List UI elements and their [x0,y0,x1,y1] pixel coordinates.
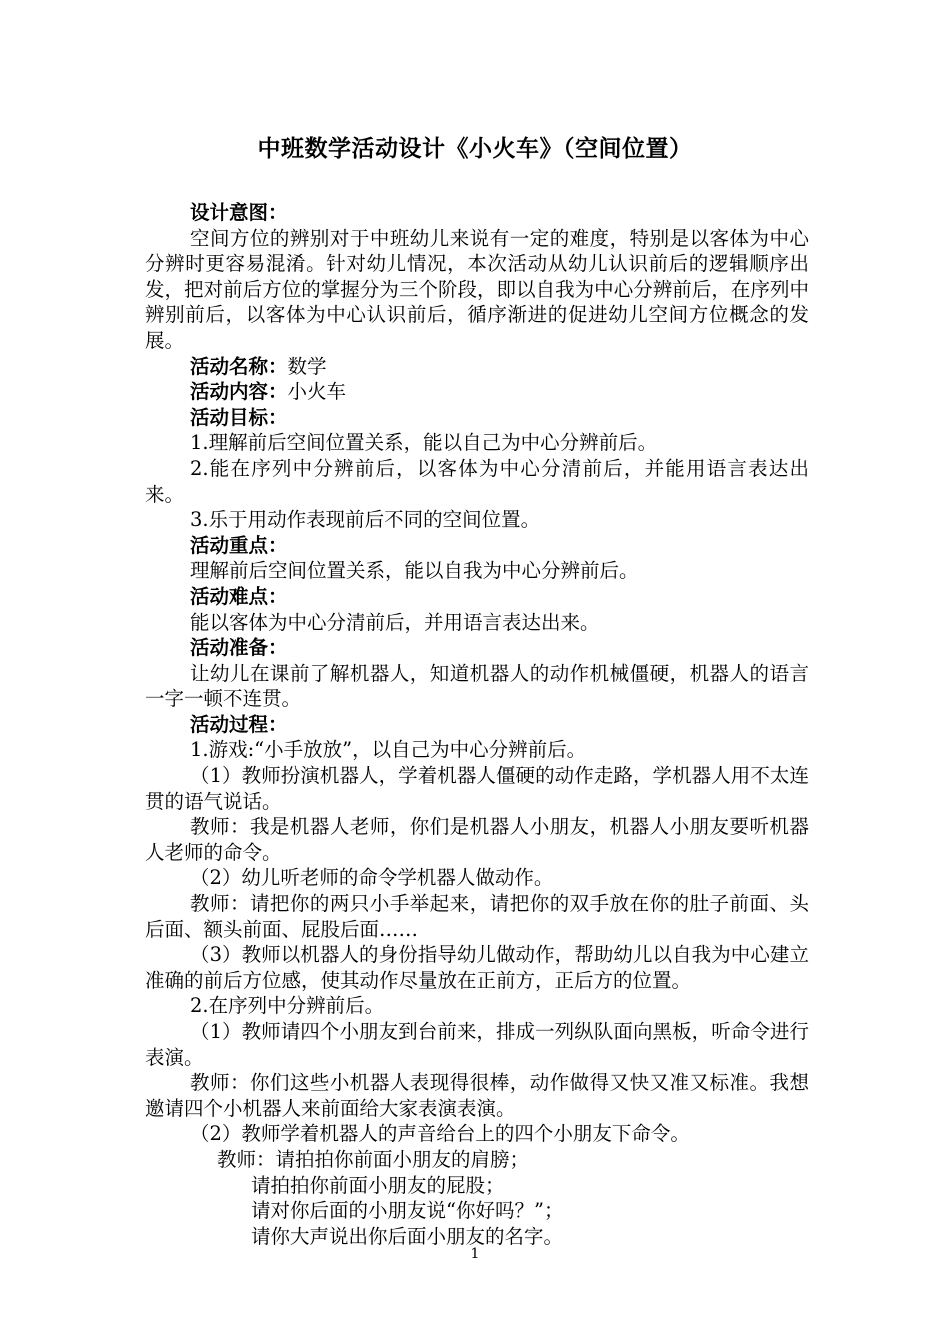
teacher-speech: 教师：请把你的两只小手举起来，请把你的双手放在你的肚子前面、头后面、额头前面、屁股后面…… [145,892,809,941]
teacher-speech: 教师：你们这些小机器人表现得很棒，动作做得又快又准又标准。我想邀请四个小机器人来前面给大家表演表演。 [145,1071,809,1120]
teacher-command: 请拍拍你前面小朋友的屁股； [251,1173,505,1197]
goal-item: 2.能在序列中分辨前后，以客体为中心分清前后，并能用语言表达出来。 [145,456,809,506]
difficulty-text: 能以客体为中心分清前后，并用语言表达出来。 [190,610,600,634]
activity-content-label: 活动内容： [190,380,288,404]
teacher-command: 教师：请拍拍你前面小朋友的肩膀； [217,1147,530,1171]
activity-name-line [145,354,809,380]
key-point-heading: 活动重点： [190,533,288,557]
page-number: 1 [470,1246,480,1262]
activity-name-value: 数学 [287,354,327,378]
key-point-text: 理解前后空间位置关系，能以自我为中心分辨前后。 [190,559,639,583]
process-step: 2.在序列中分辨前后。 [190,994,385,1018]
activity-name-label: 活动名称： [190,354,288,378]
teacher-command: 请你大声说出你后面小朋友的名字。 [251,1224,564,1248]
intent-paragraph: 空间方位的辨别对于中班幼儿来说有一定的难度，特别是以客体为中心分辨时更容易混淆。针对幼儿情况，本次活动从幼儿认识前后的逻辑顺序出发，把对前后方位的掌握分为三个阶段，即以自我为中心分辨前后，在序列中辨别前后，以客体为中心认识前后，循序渐进的促进幼儿空间方位概念的发展。 [145,226,809,352]
goal-item: 3.乐于用动作表现前后不同的空间位置。 [190,508,541,532]
process-substep: （1）教师扮演机器人，学着机器人僵硬的动作走路，学机器人用不太连贯的语气说话。 [145,764,809,813]
goal-item: 1.理解前后空间位置关系，能以自己为中心分辨前后。 [190,431,658,455]
difficulty-heading: 活动难点： [190,584,288,608]
document-title: 中班数学活动设计《小火车》（空间位置） [257,135,693,162]
process-substep: （3）教师以机器人的身份指导幼儿做动作，帮助幼儿以自我为中心建立准确的前后方位感，使其动作尽量放在正前方，正后方的位置。 [145,943,809,992]
process-substep: （2）教师学着机器人的声音给台上的四个小朋友下命令。 [190,1122,690,1146]
goals-heading: 活动目标： [190,405,288,429]
process-substep: （2）幼儿听老师的命令学机器人做动作。 [190,866,554,890]
preparation-heading: 活动准备： [190,636,288,660]
document-body [145,200,809,1249]
teacher-command: 请对你后面的小朋友说“你好吗？”； [251,1199,564,1223]
process-heading: 活动过程： [190,712,288,736]
activity-content-line [145,379,809,405]
activity-content-value: 小火车 [287,380,347,404]
preparation-text: 让幼儿在课前了解机器人，知道机器人的动作机械僵硬，机器人的语言一字一顿不连贯。 [145,661,809,711]
teacher-speech: 教师：我是机器人老师，你们是机器人小朋友，机器人小朋友要听机器人老师的命令。 [145,815,809,864]
process-step: 1.游戏:“小手放放”，以自己为中心分辨前后。 [190,738,587,762]
process-substep: （1）教师请四个小朋友到台前来，排成一列纵队面向黑板，听命令进行表演。 [145,1020,809,1069]
intent-heading: 设计意图： [190,201,288,224]
